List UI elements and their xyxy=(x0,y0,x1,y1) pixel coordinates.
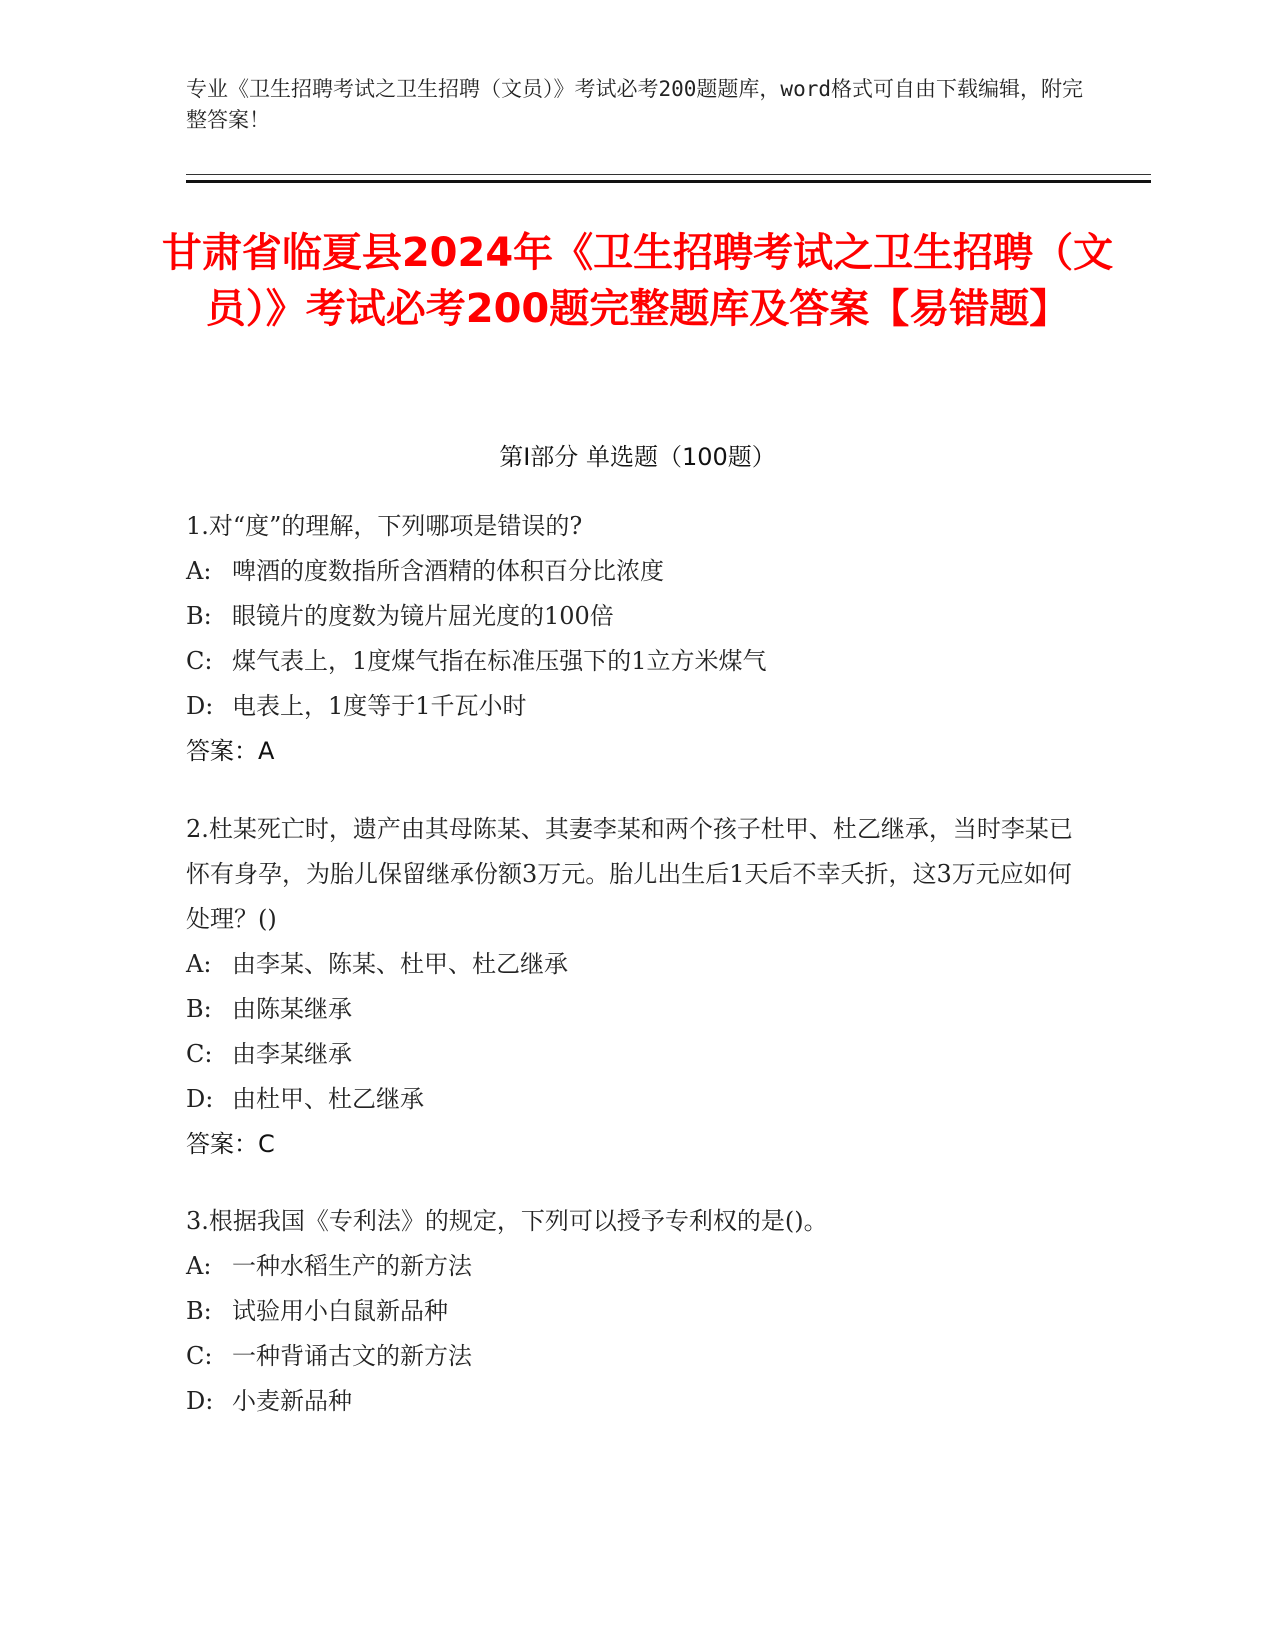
option-text: 煤气表上，1度煤气指在标准压强下的1立方米煤气 xyxy=(232,647,767,675)
option-letter: B: xyxy=(186,602,212,630)
option-letter: B: xyxy=(186,995,212,1023)
question-stem: 1.对“度”的理解，下列哪项是错误的? xyxy=(186,512,583,540)
header-note: 专业《卫生招聘考试之卫生招聘（文员）》考试必考200题题库，word格式可自由下载编辑，附完整答案！ xyxy=(186,77,1083,132)
option-a xyxy=(186,549,1086,594)
option-letter: C: xyxy=(186,647,213,675)
option-text: 由陈某继承 xyxy=(232,995,352,1023)
answer-line: 答案：A xyxy=(186,737,275,765)
option-d xyxy=(186,1077,1086,1122)
option-text: 啤酒的度数指所含酒精的体积百分比浓度 xyxy=(232,557,664,585)
question-stem: 3.根据我国《专利法》的规定，下列可以授予专利权的是()。 xyxy=(186,1207,828,1235)
option-letter: A: xyxy=(186,557,212,585)
option-d xyxy=(186,1379,1086,1424)
option-b xyxy=(186,594,1086,639)
option-letter: B: xyxy=(186,1297,212,1325)
option-text: 由李某、陈某、杜甲、杜乙继承 xyxy=(232,950,568,978)
option-letter: D: xyxy=(186,1085,214,1113)
option-c xyxy=(186,1334,1086,1379)
option-letter: D: xyxy=(186,1387,214,1415)
option-text: 电表上，1度等于1千瓦小时 xyxy=(232,692,527,720)
option-b xyxy=(186,1289,1086,1334)
section-heading: 第I部分 单选题（100题） xyxy=(499,443,776,471)
option-letter: A: xyxy=(186,950,212,978)
option-b xyxy=(186,987,1086,1032)
option-text: 试验用小白鼠新品种 xyxy=(232,1297,448,1325)
option-text: 眼镜片的度数为镜片屈光度的100倍 xyxy=(232,602,614,630)
option-c xyxy=(186,639,1086,684)
option-letter: A: xyxy=(186,1252,212,1280)
option-text: 小麦新品种 xyxy=(232,1387,352,1415)
header-divider-thick xyxy=(186,180,1151,183)
option-c xyxy=(186,1032,1086,1077)
question-1 xyxy=(186,504,1086,774)
document-title: 甘肃省临夏县2024年《卫生招聘考试之卫生招聘（文员）》考试必考200题完整题库及答案【易错题】 xyxy=(161,230,1114,332)
question-3 xyxy=(186,1199,1086,1424)
option-d xyxy=(186,684,1086,729)
option-text: 一种背诵古文的新方法 xyxy=(232,1342,472,1370)
option-letter: C: xyxy=(186,1342,213,1370)
question-2 xyxy=(186,807,1086,1167)
answer-line: 答案：C xyxy=(186,1130,275,1158)
question-stem: 2.杜某死亡时，遗产由其母陈某、其妻李某和两个孩子杜甲、杜乙继承，当时李某已怀有身孕，为胎儿保留继承份额3万元。胎儿出生后1天后不幸夭折，这3万元应如何处理？() xyxy=(186,815,1073,933)
option-letter: C: xyxy=(186,1040,213,1068)
option-text: 由杜甲、杜乙继承 xyxy=(232,1085,424,1113)
option-a xyxy=(186,1244,1086,1289)
option-letter: D: xyxy=(186,692,214,720)
option-a xyxy=(186,942,1086,987)
option-text: 一种水稻生产的新方法 xyxy=(232,1252,472,1280)
header-divider-thin xyxy=(186,174,1151,175)
option-text: 由李某继承 xyxy=(232,1040,352,1068)
